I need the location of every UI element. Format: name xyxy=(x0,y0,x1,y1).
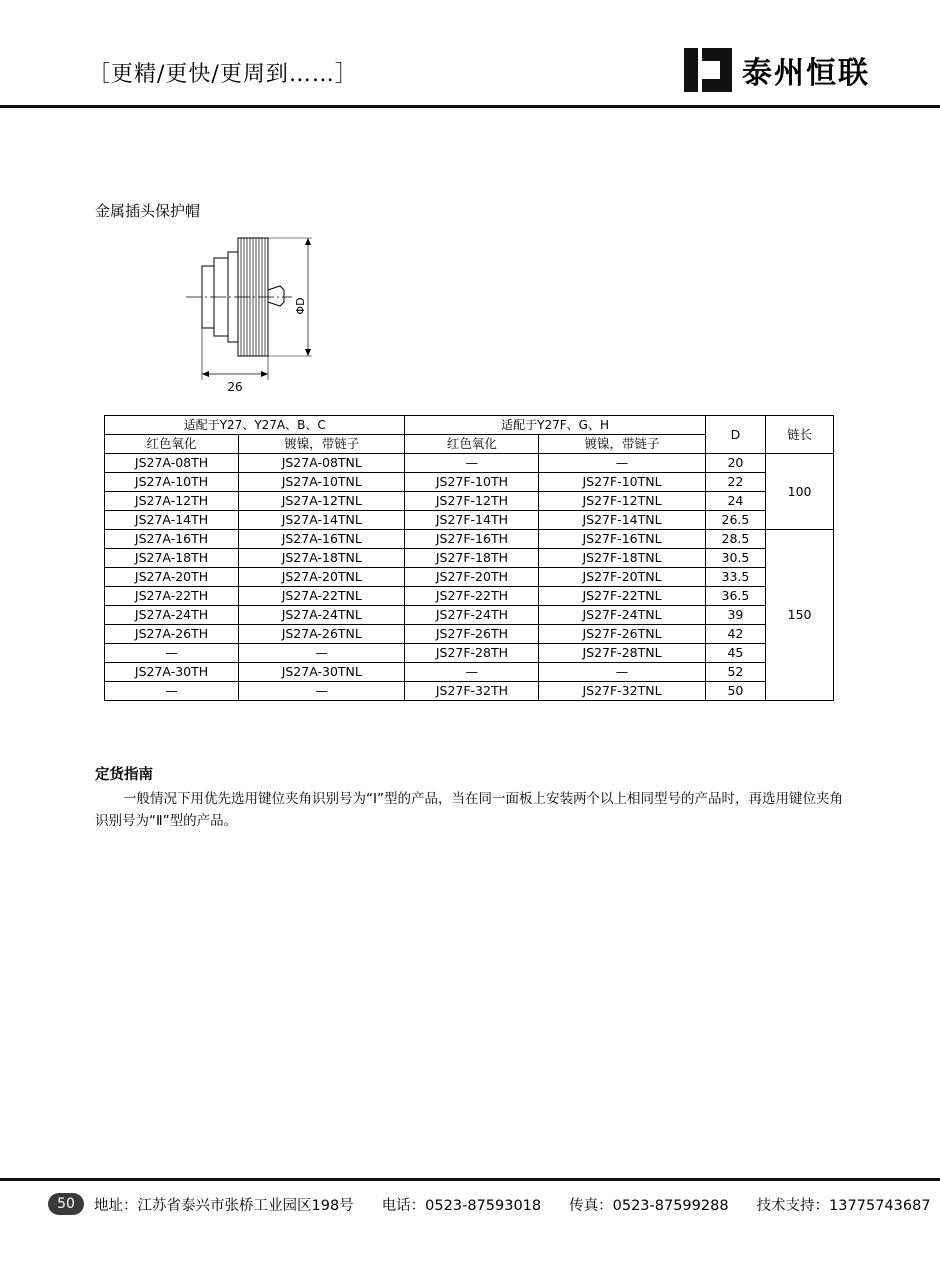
cell-model-anl: JS27A-20TNL xyxy=(239,568,405,587)
table-row xyxy=(105,682,834,701)
table-row xyxy=(105,454,834,473)
cell-model-anl: — xyxy=(239,682,405,701)
cell-model-fnl: JS27F-22TNL xyxy=(539,587,705,606)
footer-address: 地址：江苏省泰兴市张桥工业园区198号 xyxy=(94,1197,354,1214)
ordering-guide-body: 一般情况下用优先选用键位夹角识别号为“Ⅰ”型的产品，当在同一面板上安装两个以上相同型号的产品时，再选用键位夹角识别号为“Ⅱ”型的产品。 xyxy=(95,791,843,830)
brand-name: 泰州恒联 xyxy=(742,56,870,91)
cell-model-f: JS27F-22TH xyxy=(405,587,539,606)
cell-model-fnl: JS27F-32TNL xyxy=(539,682,705,701)
cell-model-fnl: JS27F-24TNL xyxy=(539,606,705,625)
cell-d: 26.5 xyxy=(705,511,765,530)
cell-model-a: JS27A-10TH xyxy=(105,473,239,492)
section-title: 金属插头保护帽 xyxy=(95,202,201,220)
table-row xyxy=(105,625,834,644)
cell-d: 36.5 xyxy=(705,587,765,606)
cell-model-fnl: — xyxy=(539,663,705,682)
cell-model-fnl: JS27F-14TNL xyxy=(539,511,705,530)
cell-model-fnl: JS27F-20TNL xyxy=(539,568,705,587)
length-label: 26 xyxy=(227,380,243,394)
cell-model-anl: JS27A-22TNL xyxy=(239,587,405,606)
page-header xyxy=(0,0,940,108)
table-row xyxy=(105,473,834,492)
cell-model-fnl: JS27F-10TNL xyxy=(539,473,705,492)
diameter-label: ΦD xyxy=(294,297,307,315)
cell-chain-length-150: 150 xyxy=(766,530,834,701)
cell-d: 52 xyxy=(705,663,765,682)
cell-model-a: JS27A-30TH xyxy=(105,663,239,682)
cell-model-a: JS27A-14TH xyxy=(105,511,239,530)
protective-cap-drawing xyxy=(180,228,400,398)
cell-model-a: JS27A-22TH xyxy=(105,587,239,606)
footer-phone: 电话：0523-87593018 xyxy=(381,1197,542,1214)
cell-model-fnl: — xyxy=(539,454,705,473)
column-header-red-oxide-1: 红色氧化 xyxy=(105,435,239,454)
table-row xyxy=(105,492,834,511)
cell-model-anl: JS27A-10TNL xyxy=(239,473,405,492)
footer-fax: 传真：0523-87599288 xyxy=(569,1197,729,1214)
ordering-guide xyxy=(95,763,855,833)
column-header-d: D xyxy=(705,416,765,454)
cell-model-fnl: JS27F-12TNL xyxy=(539,492,705,511)
column-header-nickel-chain-2: 镀镍，带链子 xyxy=(539,435,705,454)
group-header-y27: 适配于Y27、Y27A、B、C xyxy=(105,416,405,435)
cell-model-anl: JS27A-30TNL xyxy=(239,663,405,682)
cell-model-anl: JS27A-24TNL xyxy=(239,606,405,625)
cell-model-fnl: JS27F-26TNL xyxy=(539,625,705,644)
cell-d: 28.5 xyxy=(705,530,765,549)
cell-model-fnl: JS27F-18TNL xyxy=(539,549,705,568)
cell-model-f: JS27F-24TH xyxy=(405,606,539,625)
cell-d: 22 xyxy=(705,473,765,492)
cell-model-a: JS27A-08TH xyxy=(105,454,239,473)
cell-model-a: JS27A-20TH xyxy=(105,568,239,587)
cell-model-anl: JS27A-18TNL xyxy=(239,549,405,568)
cell-model-f: JS27F-10TH xyxy=(405,473,539,492)
cell-model-a: — xyxy=(105,682,239,701)
column-header-nickel-chain-1: 镀镍，带链子 xyxy=(239,435,405,454)
cell-d: 45 xyxy=(705,644,765,663)
cell-d: 39 xyxy=(705,606,765,625)
brand-block xyxy=(684,48,870,92)
cell-chain-length-100: 100 xyxy=(766,454,834,530)
header-slogan: ［更精/更快/更周到……］ xyxy=(88,62,358,87)
cell-model-anl: JS27A-26TNL xyxy=(239,625,405,644)
cell-model-f: JS27F-12TH xyxy=(405,492,539,511)
cell-model-f: JS27F-20TH xyxy=(405,568,539,587)
group-header-y27f: 适配于Y27F、G、H xyxy=(405,416,705,435)
page-footer xyxy=(0,1178,940,1215)
cell-model-a: JS27A-24TH xyxy=(105,606,239,625)
cell-d: 33.5 xyxy=(705,568,765,587)
column-header-chain-length: 链长 xyxy=(766,416,834,454)
cell-model-f: — xyxy=(405,663,539,682)
cell-model-a: JS27A-18TH xyxy=(105,549,239,568)
footer-row xyxy=(0,1193,940,1215)
cell-model-f: — xyxy=(405,454,539,473)
spec-table xyxy=(104,415,834,701)
table-row xyxy=(105,663,834,682)
footer-support: 技术支持：13775743687 xyxy=(756,1197,931,1214)
ordering-guide-title: 定货指南 xyxy=(95,767,153,783)
cell-d: 50 xyxy=(705,682,765,701)
cell-model-anl: — xyxy=(239,644,405,663)
cell-model-a: JS27A-26TH xyxy=(105,625,239,644)
cell-model-f: JS27F-16TH xyxy=(405,530,539,549)
column-header-red-oxide-2: 红色氧化 xyxy=(405,435,539,454)
cell-d: 20 xyxy=(705,454,765,473)
cell-d: 42 xyxy=(705,625,765,644)
table-row xyxy=(105,644,834,663)
cell-model-a: JS27A-12TH xyxy=(105,492,239,511)
lh-monogram-icon xyxy=(684,48,732,92)
cell-model-anl: JS27A-16TNL xyxy=(239,530,405,549)
table-row xyxy=(105,530,834,549)
table-row xyxy=(105,549,834,568)
cell-model-f: JS27F-14TH xyxy=(405,511,539,530)
cell-model-fnl: JS27F-28TNL xyxy=(539,644,705,663)
cell-model-anl: JS27A-08TNL xyxy=(239,454,405,473)
cell-model-anl: JS27A-14TNL xyxy=(239,511,405,530)
cell-model-f: JS27F-32TH xyxy=(405,682,539,701)
table-row xyxy=(105,568,834,587)
table-row xyxy=(105,606,834,625)
cell-model-f: JS27F-18TH xyxy=(405,549,539,568)
cell-d: 30.5 xyxy=(705,549,765,568)
table-row xyxy=(105,587,834,606)
cell-model-a: JS27A-16TH xyxy=(105,530,239,549)
cell-model-a: — xyxy=(105,644,239,663)
page-number: 50 xyxy=(48,1193,84,1215)
table-group-header-row xyxy=(105,416,834,435)
cell-model-fnl: JS27F-16TNL xyxy=(539,530,705,549)
cell-d: 24 xyxy=(705,492,765,511)
cell-model-f: JS27F-26TH xyxy=(405,625,539,644)
table-row xyxy=(105,511,834,530)
cell-model-f: JS27F-28TH xyxy=(405,644,539,663)
cell-model-anl: JS27A-12TNL xyxy=(239,492,405,511)
